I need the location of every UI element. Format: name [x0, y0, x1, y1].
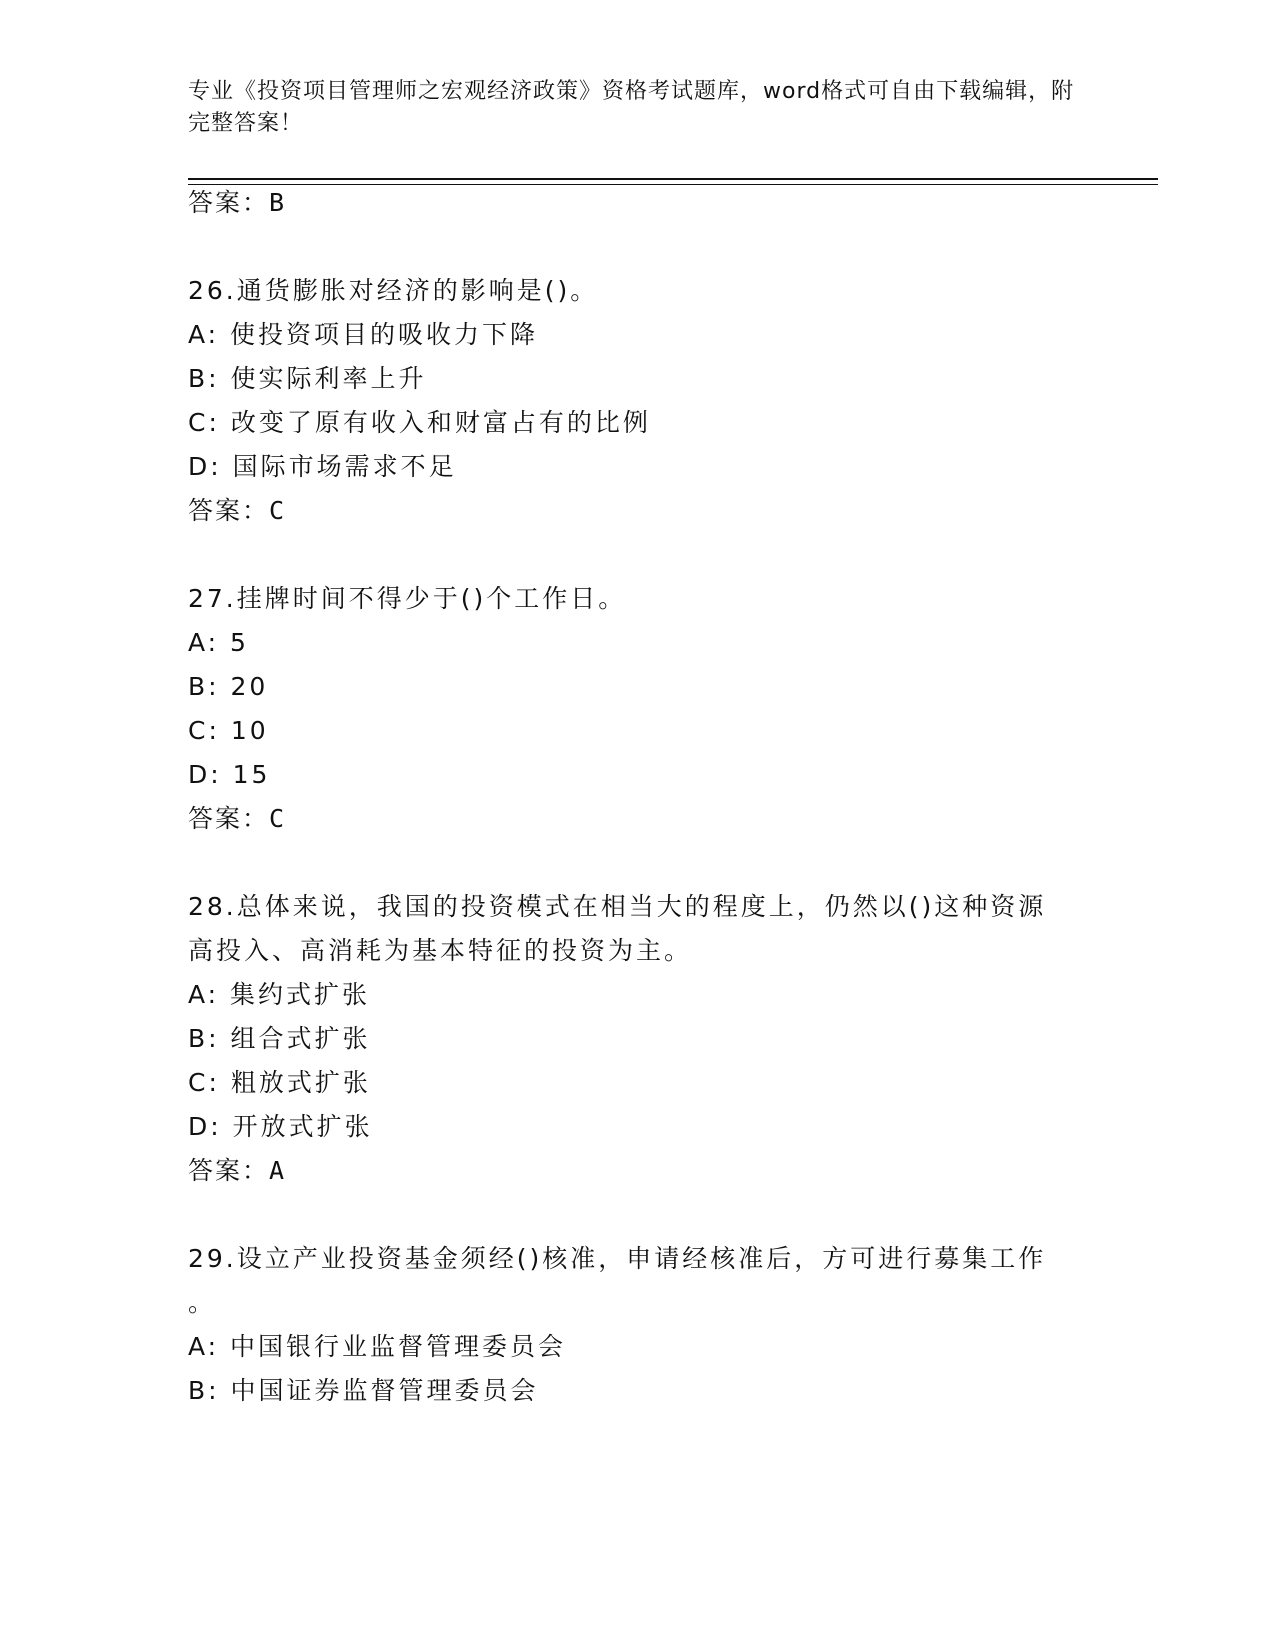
answer-label: 答案： [188, 496, 270, 525]
answer-line [188, 186, 286, 220]
option-d: D: 国际市场需求不足 [188, 452, 457, 481]
answer-value: C [269, 804, 287, 833]
option-b: B: 20 [188, 672, 269, 701]
answer-line [188, 1154, 286, 1188]
header-divider-thin [188, 184, 1158, 185]
question-stem-line-2: 。 [188, 1288, 217, 1317]
option-b: B: 中国证券监督管理委员会 [188, 1376, 539, 1405]
option-c: C: 10 [188, 716, 269, 745]
option-a: A: 中国银行业监督管理委员会 [188, 1332, 567, 1361]
header-divider-thick [188, 178, 1158, 180]
answer-label: 答案： [188, 188, 270, 217]
answer-label: 答案： [188, 1156, 270, 1185]
answer-value: A [269, 1156, 287, 1185]
option-a: A: 集约式扩张 [188, 980, 371, 1009]
answer-value: B [269, 188, 287, 217]
option-a: A: 使投资项目的吸收力下降 [188, 320, 539, 349]
answer-line [188, 802, 286, 836]
option-b: B: 使实际利率上升 [188, 364, 427, 393]
answer-value: C [269, 496, 287, 525]
option-a: A: 5 [188, 628, 249, 657]
option-d: D: 15 [188, 760, 271, 789]
option-c: C: 改变了原有收入和财富占有的比例 [188, 408, 651, 437]
option-c: C: 粗放式扩张 [188, 1068, 371, 1097]
page-header-text: 专业《投资项目管理师之宏观经济政策》资格考试题库，word格式可自由下载编辑，附完整答案！ [188, 79, 1075, 136]
answer-label: 答案： [188, 804, 270, 833]
answer-line [188, 494, 286, 528]
question-stem-line-1: 28.总体来说，我国的投资模式在相当大的程度上，仍然以()这种资源 [188, 892, 1047, 921]
question-stem: 27.挂牌时间不得少于()个工作日。 [188, 584, 627, 613]
option-b: B: 组合式扩张 [188, 1024, 371, 1053]
option-d: D: 开放式扩张 [188, 1112, 373, 1141]
question-stem: 26.通货膨胀对经济的影响是()。 [188, 276, 599, 305]
question-stem-line-1: 29.设立产业投资基金须经()核准，申请经核准后，方可进行募集工作 [188, 1244, 1047, 1273]
question-stem-line-2: 高投入、高消耗为基本特征的投资为主。 [188, 936, 693, 965]
